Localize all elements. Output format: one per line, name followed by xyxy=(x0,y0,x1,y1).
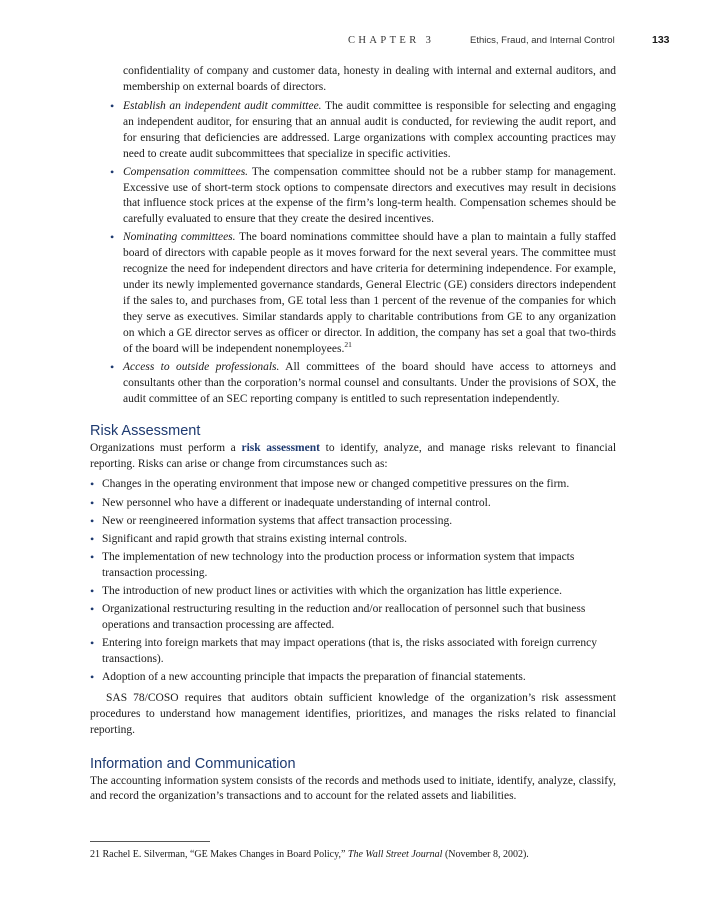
intro-text: to identify, analyze, and manage risks relevant to financial reporting. Risks can arise or change from circumstances such as: xyxy=(90,441,617,470)
risk-closing-paragraph: SAS 78/COSO requires that auditors obtain sufficient knowledge of the organization’s risk assessment procedures to understand how management identifies, prioritizes, and manages the risks related to financial reporting. xyxy=(90,691,616,736)
list-item xyxy=(123,165,616,229)
footnote-date: (November 8, 2002). xyxy=(444,849,529,860)
item-term: Establish an independent audit committee. xyxy=(123,99,322,112)
footnote-text: Rachel E. Silverman, “GE Makes Changes in Board Policy,” xyxy=(102,849,346,860)
list-item: • Changes in the operating environment that impose new or changed competitive pressures on the firm. xyxy=(102,477,616,493)
page-body xyxy=(90,64,616,805)
item-text: All committees of the board should have access to attorneys and consultants other than the corporation’s normal counsel and consultants. Under the provisions of SOX, the audit committee of an SEC reporting company is entitled to such representation independently. xyxy=(123,360,616,405)
list-item xyxy=(123,360,616,408)
list-item xyxy=(123,230,616,357)
list-item: • Significant and rapid growth that strains existing internal controls. xyxy=(102,532,616,548)
chapter-title: Ethics, Fraud, and Internal Control xyxy=(470,35,615,46)
risk-circumstances-list xyxy=(90,477,616,685)
list-item: • The introduction of new product lines or activities with which the organization has little experience. xyxy=(102,584,616,600)
footnote-divider xyxy=(90,841,210,842)
list-item: • New personnel who have a different or inadequate understanding of internal control. xyxy=(102,496,616,512)
risk-intro-paragraph xyxy=(90,441,616,473)
information-paragraph: The accounting information system consists of the records and methods used to initiate, identify, analyze, classify, and record the organization’s transactions and to account for the related assets and liabilities. xyxy=(90,774,616,803)
key-term-risk-assessment: risk assessment xyxy=(241,441,320,454)
list-item: • Entering into foreign markets that may impact operations (that is, the risks associated with foreign currency transactions). xyxy=(102,636,616,668)
footnote xyxy=(90,848,650,861)
risk-assessment-heading: Risk Assessment xyxy=(90,422,201,439)
footnote-number: 21 xyxy=(90,849,100,860)
item-text: The audit committee is responsible for selecting and engaging an independent auditor, for ensuring that an annual audit is conducted, for reviewing the audit report, and for ensuring that deficiencies are addressed. Large organizations with complex accounting practices may need to create audit subcommittees that specialize in specific activities. xyxy=(123,99,616,160)
board-committees-list xyxy=(90,99,616,408)
list-item: • New or reengineered information systems that affect transaction processing. xyxy=(102,514,616,530)
list-item: • Adoption of a new accounting principle that impacts the preparation of financial statements. xyxy=(102,670,616,686)
footnote-source: The Wall Street Journal xyxy=(347,849,443,860)
footnote-reference[interactable]: 21 xyxy=(344,339,352,349)
page-number: 133 xyxy=(652,34,670,46)
item-term: Compensation committees. xyxy=(123,165,249,178)
item-text: The compensation committee should not be a rubber stamp for management. Excessive use of short-term stock options to compensate directors and executives may result in decisions that influence stock prices at the expense of the firm’s long-term health. Compensation schemes should be carefully evaluated to ensure that they create the desired incentives. xyxy=(123,165,616,226)
intro-text: Organizations must perform a xyxy=(90,441,236,454)
list-item xyxy=(123,99,616,163)
item-term: Access to outside professionals. xyxy=(123,360,280,373)
continuation-paragraph: confidentiality of company and customer data, honesty in dealing with internal and external auditors, and membership on external boards of directors. xyxy=(123,65,616,93)
chapter-label: CHAPTER 3 xyxy=(348,35,435,46)
item-term: Nominating committees. xyxy=(123,231,236,244)
list-item: • Organizational restructuring resulting in the reduction and/or reallocation of personnel such that business operations and transaction processing are affected. xyxy=(102,602,616,634)
running-header xyxy=(0,34,719,50)
list-item: • The implementation of new technology into the production process or information system that impacts transaction processing. xyxy=(102,550,616,582)
information-communication-heading: Information and Communication xyxy=(90,755,296,772)
item-text: The board nominations committee should have a plan to maintain a fully staffed board of directors with capable people as it moves forward for the next several years. The committee must recognize the need for independent directors and have criteria for determining independence. For example, under its newly implemented governance standards, General Electric (GE) considers directors independent if the sales to, and purchases from, GE total less than 1 percent of the revenue of the companies for which they serve as executives. Similar standards apply to charitable contributions from GE to any organization on which a GE director serves as officer or director. In addition, the company has set a goal that two-thirds of the board will be independent nonemployees. xyxy=(123,231,617,355)
